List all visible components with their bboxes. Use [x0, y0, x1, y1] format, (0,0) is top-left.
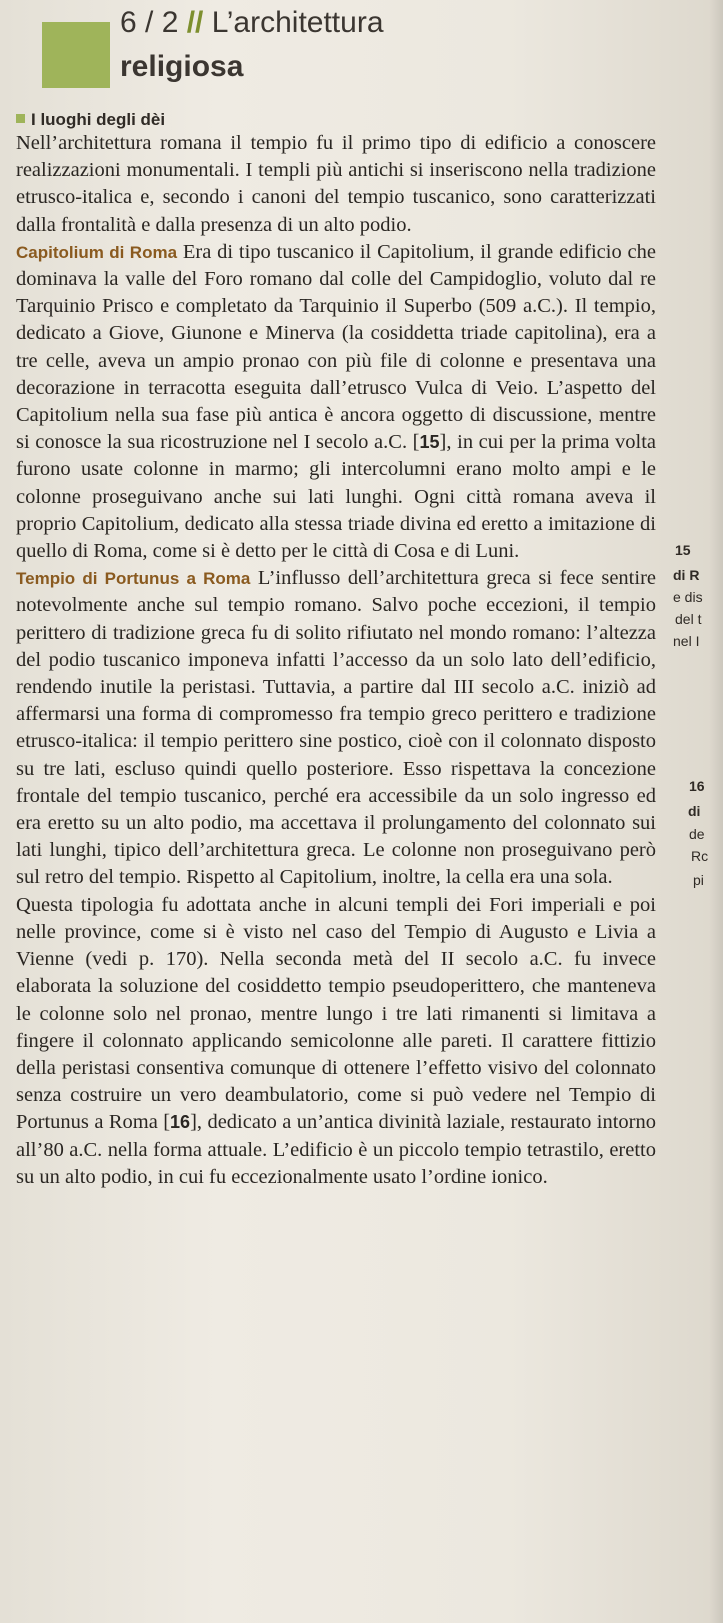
subheading-portunus: Tempio di Portunus a Roma [16, 569, 251, 589]
paragraph-portunus-text: L’influsso dell’architettura greca si fece sentire notevolmente anche sul tempio romano. Salvo poche eccezioni, il tempio perittero di tradizione greca fu di solito rifiutato nel mondo romano: l’altezza del podio tuscanico imponeva infatti l’accesso da un solo lato dell’edificio, rendendo inutile la peristasi. Tuttavia, a partire dal III secolo a.C. iniziò ad affermarsi una forma di compromesso fra tempio greco perittero e tradizione etrusco-italica: il tempio perittero sine postico, cioè con il colonnato disposto su tre lati, escluso quindi quello posteriore. Esso rispettava la concezione frontale del tempio tuscanico, perché era accessibile da un solo ingresso ed era eretto su un alto podio, ma accettava il prolungamento del colonnato sui lati lunghi, tipico dell’architettura greca. Le colonne non proseguivano però sul retro del tempio. Rispetto al Capitolium, inoltre, la cella era una sola. [16, 567, 656, 889]
chapter-number: 6 / 2 [120, 6, 179, 39]
chapter-color-block [42, 22, 110, 88]
figure-ref-15[interactable]: 15 [419, 432, 440, 453]
figure-ref-16[interactable]: 16 [170, 1112, 191, 1133]
paragraph-capitolium-text-a: Era di tipo tuscanico il Capitolium, il grande edificio che dominava la valle del Foro romano dal colle del Campidoglio, voluto dal re Tarquinio Prisco e completato da Tarquinio il Superbo (509 a.C.). Il tempio, dedicato a Giove, Giunone e Minerva (la cosiddetta triade capitolina), era a tre celle, aveva un ampio pronao con più file di colonne e presentava una decorazione in terracotta eseguita dall’etrusco Vulca di Veio. L’aspetto del Capitolium nella sua fase più antica è ancora oggetto di discussione, mentre si conosce la sua ricostruzione nel I secolo a.C. [ [16, 240, 656, 454]
section-heading [16, 110, 165, 130]
paragraph-capitolium [16, 239, 656, 565]
chapter-separator: // [186, 6, 204, 39]
caption-16-line4: pi [693, 872, 704, 888]
subheading-capitolium: Capitolium di Roma [16, 242, 178, 262]
body-text [16, 130, 656, 1191]
paragraph-typology [16, 892, 656, 1191]
caption-16-line2: de [689, 826, 705, 842]
caption-15-line1: di R [673, 567, 700, 583]
chapter-title-line1: L’architettura [211, 6, 384, 39]
section-heading-text: I luoghi degli dèi [31, 110, 166, 129]
caption-16-number: 16 [689, 778, 705, 794]
caption-15-line4: nel I [673, 633, 700, 649]
section-bullet-square [16, 114, 25, 123]
paragraph-capitolium-text-b: ], in cui per la prima volta furono usate colonne in marmo; gli intercolumni erano molto ampi e le colonne proseguivano anche sui lati lunghi. Ogni città romana aveva il proprio Capitolium, dedicato alla stessa triade divina ed eretto a imitazione di quello di Roma, come si è detto per le città di Cosa e di Luni. [16, 431, 656, 563]
paragraph-portunus [16, 565, 656, 891]
paragraph-typology-text-b: ], dedicato a un’antica divinità laziale, restaurato intorno all’80 a.C. nella forma attuale. L’edificio è un piccolo tempio tetrastilo, eretto su un alto podio, in cui fu eccezionalmente usato l’ordine ionico. [16, 1111, 657, 1188]
paragraph-typology-text-a: Questa tipologia fu adottata anche in alcuni templi dei Fori imperiali e poi nelle province, come si è visto nel caso del Tempio di Augusto e Livia a Vienne (vedi p. 170). Nella seconda metà del II secolo a.C. fu invece elaborata la soluzione del cosiddetto tempio pseudoperittero, che manteneva le colonne solo nel pronao, mentre lungo i tre lati rimanenti si limitava a fingere il colonnato applicando semicolonne alle pareti. Il carattere fittizio della peristasi consentiva comunque di ottenere l’effetto visivo del colonnato senza costruire un vero deambulatorio, come si può vedere nel Tempio di Portunus a Roma [ [16, 893, 656, 1134]
caption-16-line1: di [688, 803, 701, 819]
paragraph-intro: Nell’architettura romana il tempio fu il primo tipo di edificio a conoscere realizzazioni monumentali. I templi più antichi si inseriscono nella tradizione etrusco-italica e, secondo i canoni del tempio tuscanico, sono caratterizzati dalla frontalità e dalla presenza di un alto podio. [16, 132, 656, 236]
caption-16-line3: Rc [691, 848, 709, 864]
caption-15-line2: e dis [673, 589, 703, 605]
chapter-title-line2: religiosa [120, 50, 244, 83]
caption-15-line3: del t [675, 611, 702, 627]
page-edge-shadow [709, 0, 723, 1623]
caption-15-number: 15 [675, 542, 691, 558]
